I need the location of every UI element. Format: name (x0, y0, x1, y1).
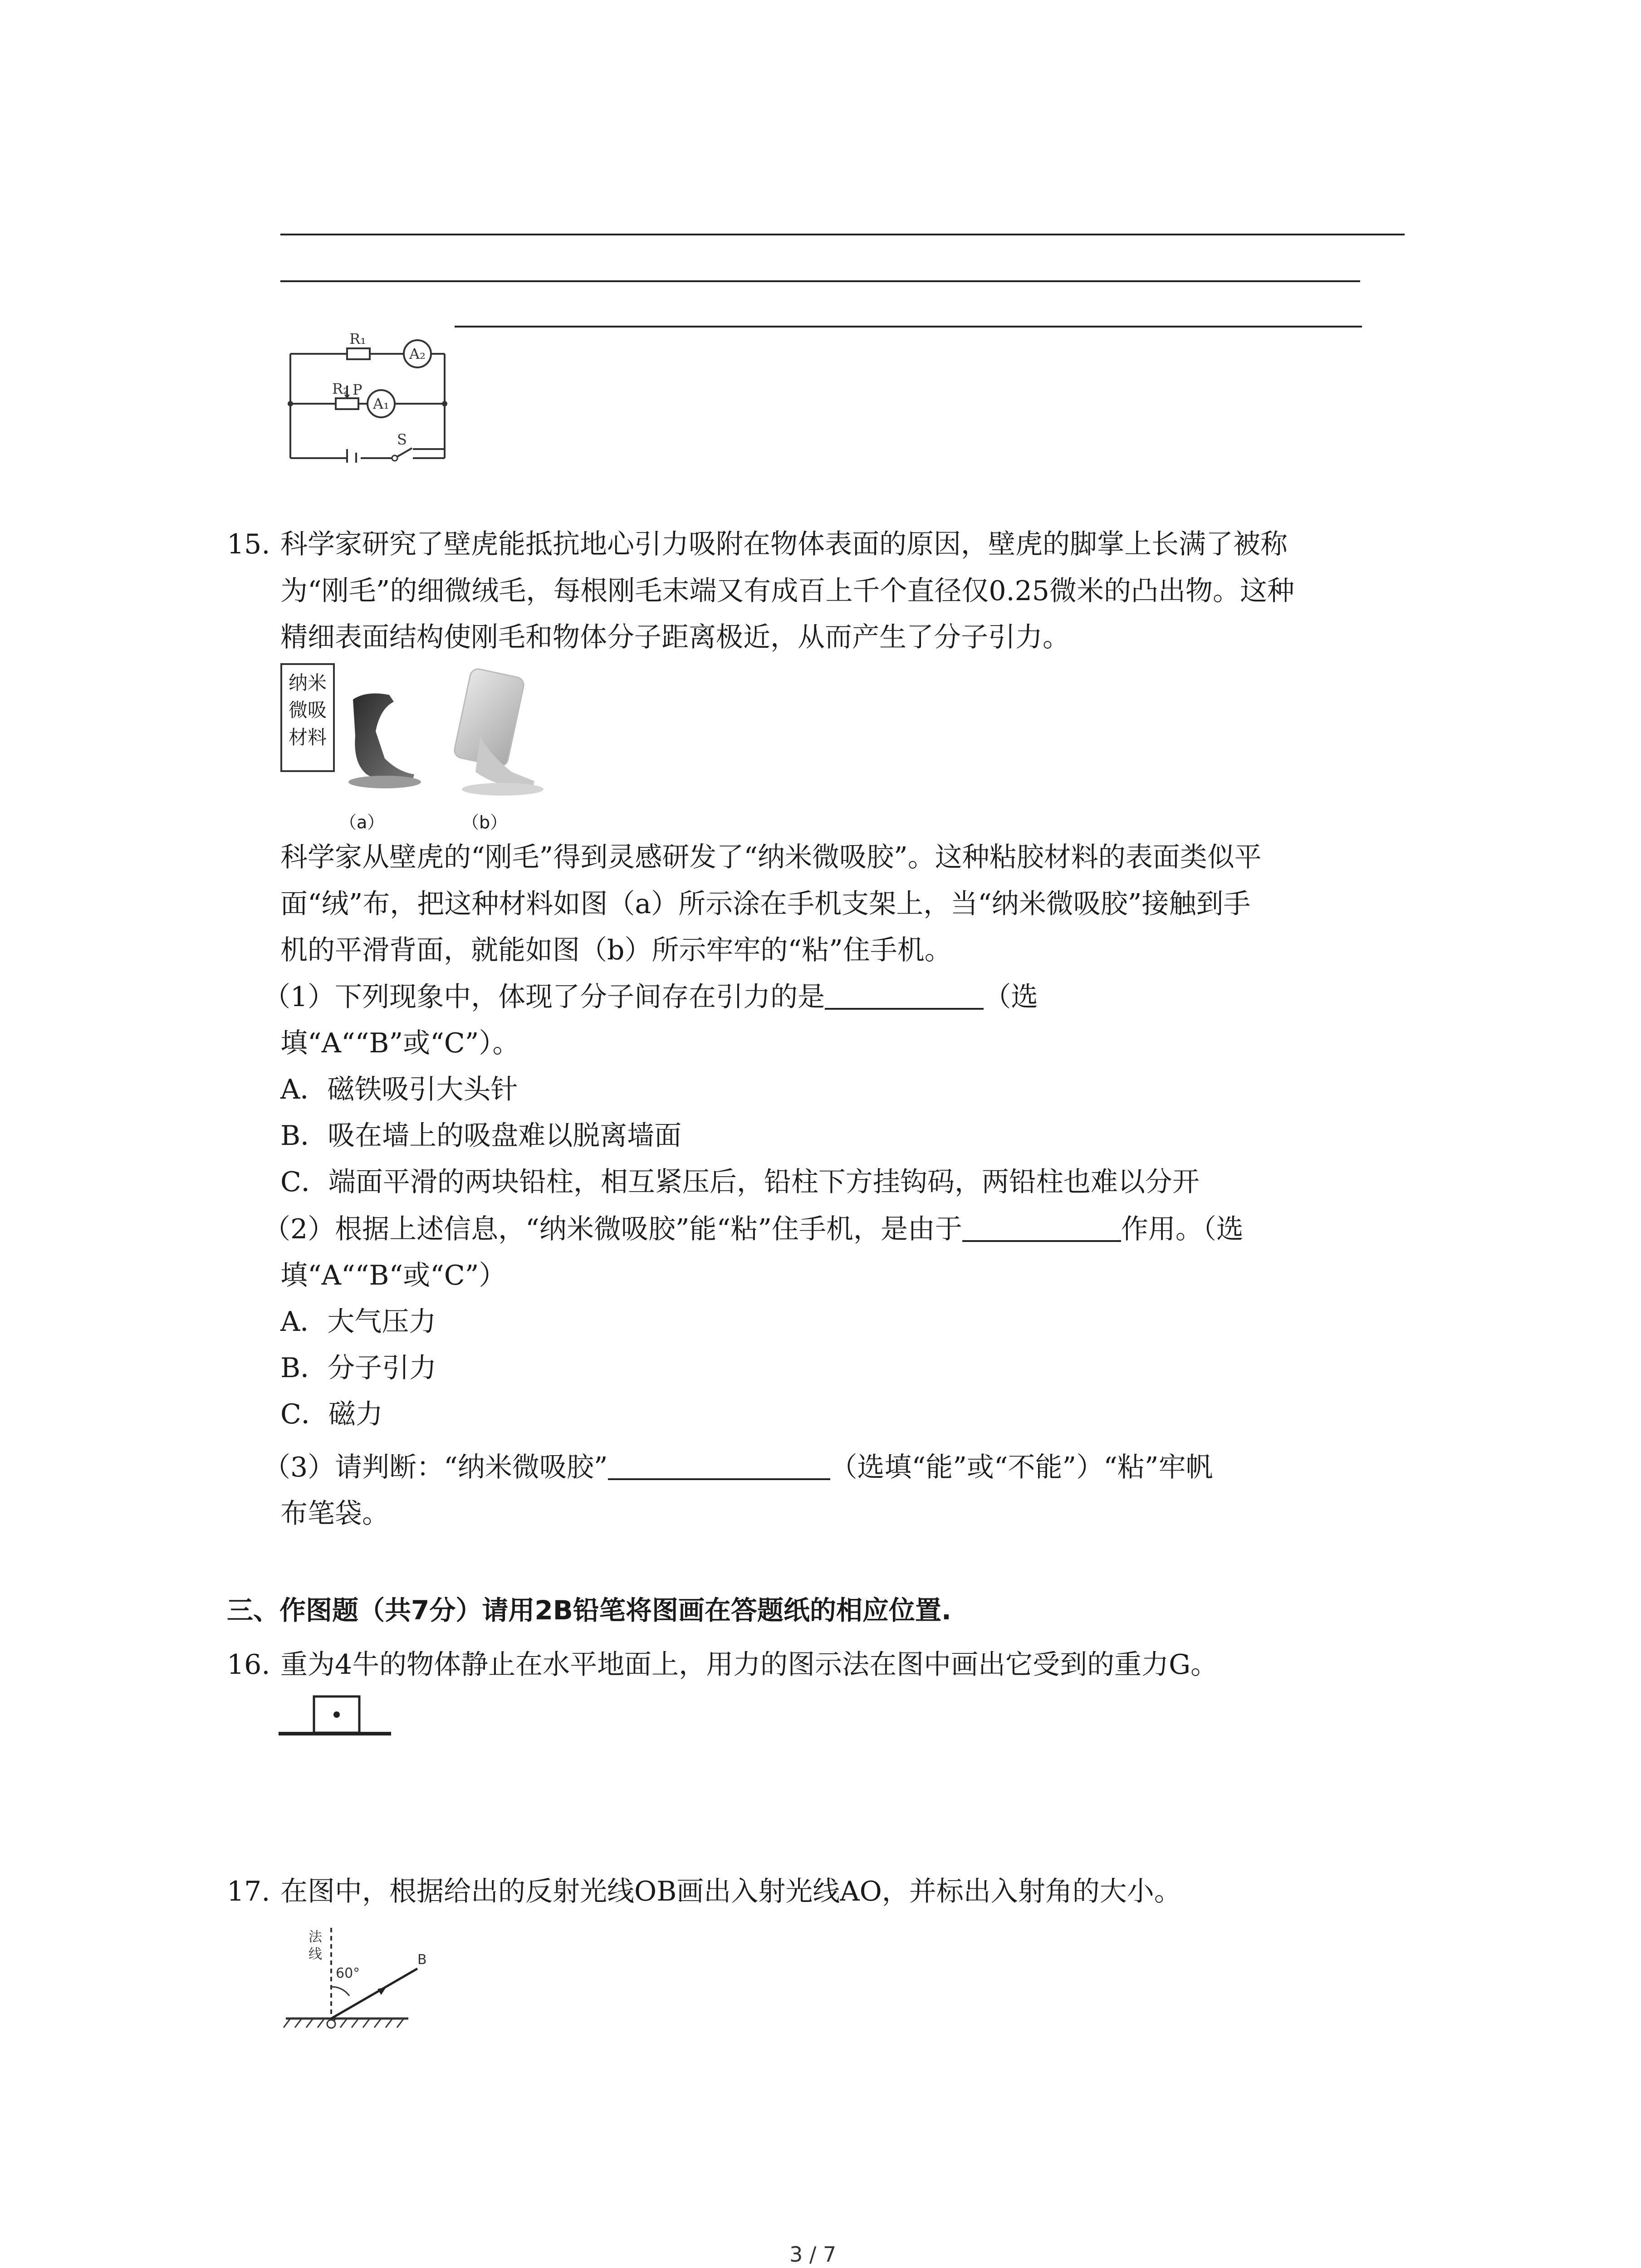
q16-text: 重为4牛的物体静止在水平地面上，用力的图示法在图中画出它受到的重力G。 (280, 1649, 1218, 1681)
q15-figure (280, 663, 575, 836)
q15-intro-line-1: 科学家研究了壁虎能抵抗地心引力吸附在物体表面的原因，壁虎的脚掌上长满了被称 (280, 528, 1288, 560)
q15-part1-option-a: A．磁铁吸引大头针 (280, 1074, 518, 1105)
ammeter-a1-label: A₁ (373, 395, 389, 412)
q16-number: 16. (227, 1649, 270, 1681)
q15-part2-text-after: 作用。（选 (1121, 1213, 1244, 1245)
q15-intro-line-2: 为“刚毛”的细微绒毛，每根刚毛末端又有成百上千个直径仅0.25微米的凸出物。这种 (280, 575, 1294, 607)
q15-part1-text: （1）下列现象中，体现了分子间存在引力的是 (263, 981, 825, 1013)
q15-part1-option-b: B．吸在墙上的吸盘难以脱离墙面 (280, 1120, 682, 1152)
section3-title: 三、作图题（共7分）请用2B铅笔将图画在答题纸的相应位置. (227, 1595, 951, 1626)
q15-part2-answer-blank[interactable] (962, 1213, 1121, 1242)
page-number: 3 / 7 (789, 2242, 837, 2267)
q15-part1-option-c: C．端面平滑的两块铅柱，相互紧压后，铅柱下方挂钩码，两铅柱也难以分开 (280, 1166, 1200, 1198)
figure-b-label: （b） (462, 812, 508, 832)
r2-label: R₂ (332, 380, 349, 397)
q15-part3-line-1 (263, 1445, 1213, 1490)
normal-label-1: 法 (309, 1929, 322, 1945)
q15-part3-line-2: 布笔袋。 (280, 1498, 389, 1530)
answer-line-2 (280, 280, 1360, 282)
q15-part3-text: （3）请判断：“纳米微吸胶” (263, 1452, 608, 1483)
q15-body-line-2: 面“绒”布，把这种材料如图（a）所示涂在手机支架上，当“纳米微吸胶”接触到手 (280, 888, 1251, 920)
circuit-diagram (281, 327, 463, 463)
ammeter-a2-label: A₂ (409, 345, 426, 362)
q15-part1-text-after: （选 (984, 981, 1038, 1013)
q17-reflection-figure (281, 1923, 445, 2032)
q15-part1-line-2: 填“A““B”或“C”）。 (280, 1027, 520, 1059)
q15-part3-answer-blank[interactable] (608, 1451, 830, 1480)
q15-part2-option-a: A．大气压力 (280, 1306, 436, 1338)
q17-number: 17. (227, 1876, 270, 1907)
q15-part2-text: （2）根据上述信息，“纳米微吸胶”能“粘”住手机，是由于 (263, 1213, 962, 1245)
normal-label-2: 线 (309, 1946, 322, 1962)
q15-part2-option-b: B．分子引力 (280, 1352, 437, 1384)
q15-part3-text-after: （选填“能”或“不能”）“粘”牢帆 (830, 1452, 1213, 1483)
q15-intro-line-3: 精细表面结构使刚毛和物体分子距离极近，从而产生了分子引力。 (280, 621, 1070, 653)
phone-stand-a-image (335, 681, 426, 799)
figure-a-label: （a） (339, 812, 385, 832)
q15-part1-answer-blank[interactable] (825, 981, 984, 1010)
q15-part2-line-2: 填“A““B“或“C”） (280, 1260, 506, 1291)
phone-stand-b-image (444, 668, 553, 804)
slider-p-label: P (353, 381, 362, 398)
q16-block-on-ground-figure (278, 1692, 396, 1742)
nano-material-label-box: 纳米 微吸 材料 (280, 663, 335, 772)
angle-60-label: 60° (336, 1965, 360, 1981)
point-b-label: B (417, 1952, 427, 1968)
q15-part2-option-c: C．磁力 (280, 1398, 383, 1430)
answer-line-3 (455, 326, 1362, 327)
r1-label: R₁ (349, 330, 366, 347)
q17-text: 在图中，根据给出的反射光线OB画出入射光线AO，并标出入射角的大小。 (280, 1876, 1181, 1907)
answer-line-1 (280, 234, 1405, 235)
switch-s-label: S (397, 431, 407, 448)
q15-body-line-1: 科学家从壁虎的“刚毛”得到灵感研发了“纳米微吸胶”。这种粘胶材料的表面类似平 (280, 841, 1262, 873)
q15-part1-line-1 (263, 974, 1038, 1020)
q15-body-line-3: 机的平滑背面，就能如图（b）所示牢牢的“粘”住手机。 (280, 934, 952, 966)
q15-part2-line-1 (263, 1207, 1244, 1252)
q15-number: 15. (227, 528, 270, 560)
